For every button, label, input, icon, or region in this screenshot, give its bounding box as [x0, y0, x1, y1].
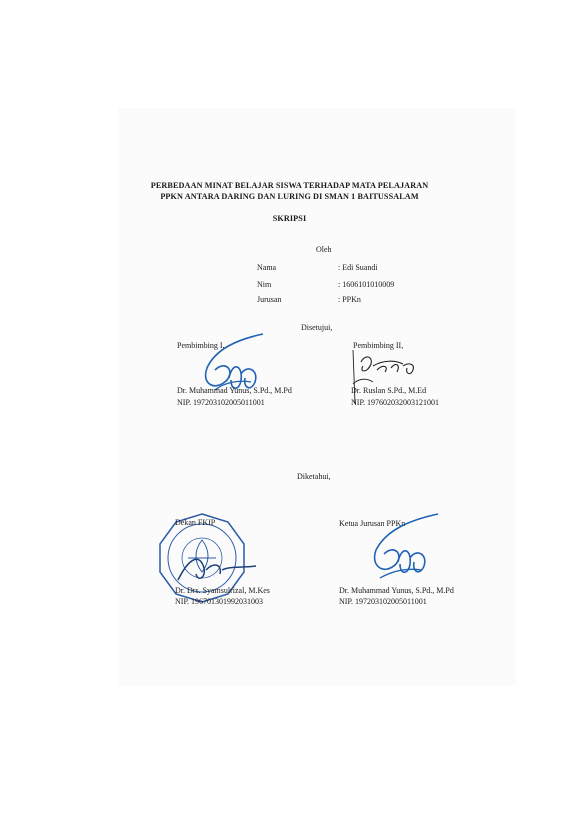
ketua-jurusan-role: Ketua Jurusan PPKn	[339, 519, 406, 528]
pembimbing2-role: Pembimbing II,	[353, 341, 404, 350]
pembimbing2-name: Dr. Ruslan S.Pd., M.Ed	[351, 386, 427, 395]
pembimbing1-name: Dr. Muhammad Yunus, S.Pd., M.Pd	[177, 386, 292, 395]
oleh-label: Oleh	[316, 245, 332, 254]
dekan-signature	[170, 548, 260, 588]
ketua-jurusan-signature	[350, 508, 442, 588]
pembimbing1-nip: NIP. 197203102005011001	[177, 398, 265, 407]
identity-value-jurusan: : PPKn	[338, 295, 361, 304]
pembimbing1-role: Pembimbing I,	[177, 341, 225, 350]
ketua-jurusan-name: Dr. Muhammad Yunus, S.Pd., M.Pd	[339, 586, 454, 595]
dekan-name: Dr. Drs. Syamsulrizal, M.Kes	[175, 586, 270, 595]
thesis-title-line-2: PPKN ANTARA DARING DAN LURING DI SMAN 1 BAITUSSALAM	[160, 192, 419, 201]
diketahui-label: Diketahui,	[297, 472, 331, 481]
thesis-title-line-1: PERBEDAAN MINAT BELAJAR SISWA TERHADAP MATA PELAJARAN	[150, 181, 429, 190]
identity-label-nama: Nama	[257, 263, 277, 272]
disetujui-label: Disetujui,	[301, 323, 333, 332]
identity-label-nim: Nim	[257, 280, 272, 289]
identity-value-nama: : Edi Suandi	[338, 263, 378, 272]
dekan-role: Dekan FKIP	[175, 518, 216, 527]
dekan-nip: NIP. 196701301992031003	[175, 597, 264, 606]
identity-label-jurusan: Jurusan	[257, 295, 282, 304]
document-type: SKRIPSI	[272, 214, 307, 223]
ketua-jurusan-nip: NIP. 197203102005011001	[339, 597, 427, 606]
identity-value-nim: : 1606101010009	[338, 280, 395, 289]
pembimbing2-nip: NIP. 197602032003121001	[351, 398, 440, 407]
